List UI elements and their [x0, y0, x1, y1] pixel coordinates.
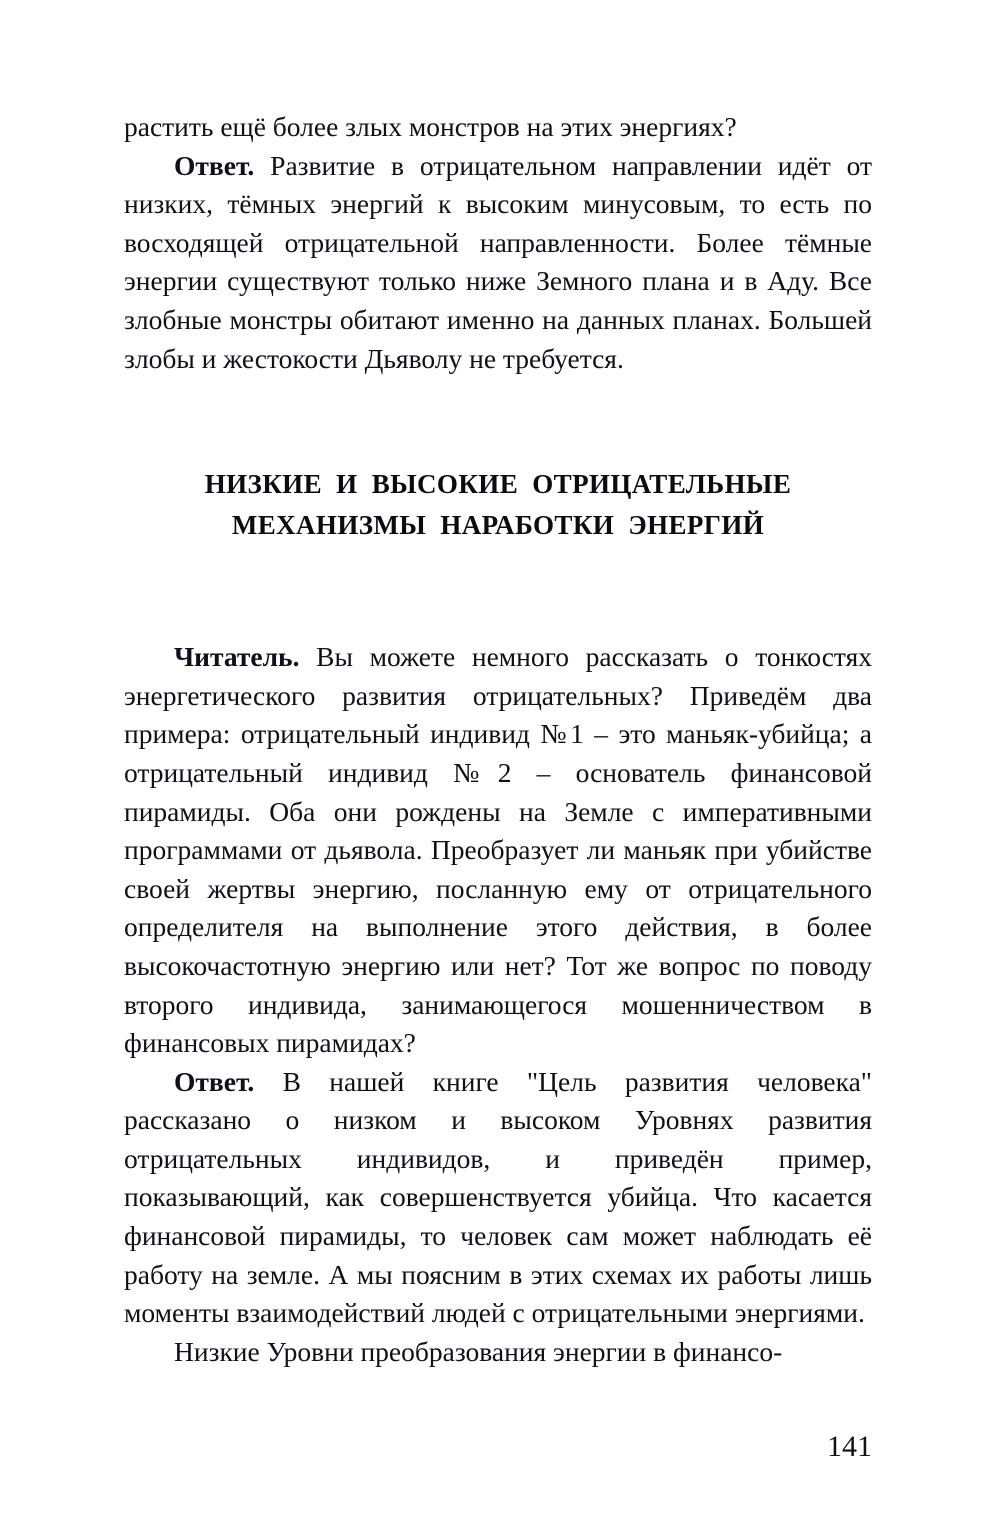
paragraph-final: [124, 1333, 872, 1372]
section-heading-line-1: НИЗКИЕ И ВЫСОКИЕ ОТРИЦАТЕЛЬНЫЕ: [204, 469, 792, 500]
section-heading-block: [124, 464, 872, 546]
continued-question-text: растить ещё более злых монстров на этих энергиях?: [124, 111, 737, 142]
answer-label-2: Ответ.: [174, 1065, 255, 1097]
section-heading: [124, 464, 872, 546]
paragraph-answer-2: [124, 1063, 872, 1333]
paragraph-answer-1: [124, 147, 872, 379]
answer-2-text: В нашей книге "Цель развития человека" рассказано о низком и высоком Уровнях развития отрицательных индивидов, и приведён пример, показывающий, как совершенствуется убийца. Что касается финансовой пирамиды, то человек сам может наблюдать её работу на земле. А мы поясним в этих схемах их работы лишь моменты взаимодействий людей с отрицательными энергиями.: [124, 1065, 872, 1329]
paragraph-continued-question: [124, 108, 872, 147]
reader-text: Вы можете немного рассказать о тонкостях энергетического развития отрицательных? Приведём два примера: отрицательный индивид №1 – это маньяк-убийца; а отрицательный индивид №2 – основатель финансовой пирамиды. Оба они рождены на Земле с императивными программами от дьявола. Преобразует ли маньяк при убийстве своей жертвы энергию, посланную ему от отрицательного определителя на выполнение этого действия, в более высокочастотную энергию или нет? Тот же вопрос по поводу второго индивида, занимающегося мошенничеством в финансовых пирамидах?: [124, 641, 872, 1059]
section-heading-line-2: МЕХАНИЗМЫ НАРАБОТКИ ЭНЕРГИЙ: [231, 510, 765, 541]
page-number: 141: [827, 1430, 872, 1463]
paragraph-reader-question: [124, 638, 872, 1063]
answer-1-text: Развитие в отрицательном направлении идёт от низких, тёмных энергий к высоким минусовым, то есть по восходящей отрицательной направленности. Более тёмные энергии существуют только ниже Земного плана и в Аду. Все злобные монстры обитают именно на данных планах. Большей злобы и жестокости Дьяволу не требуется.: [124, 149, 872, 374]
text-column: [124, 108, 872, 1371]
final-paragraph-text: Низкие Уровни преобразования энергии в финансо-: [174, 1335, 783, 1367]
answer-label: Ответ.: [174, 149, 255, 181]
reader-label: Читатель.: [174, 641, 300, 673]
